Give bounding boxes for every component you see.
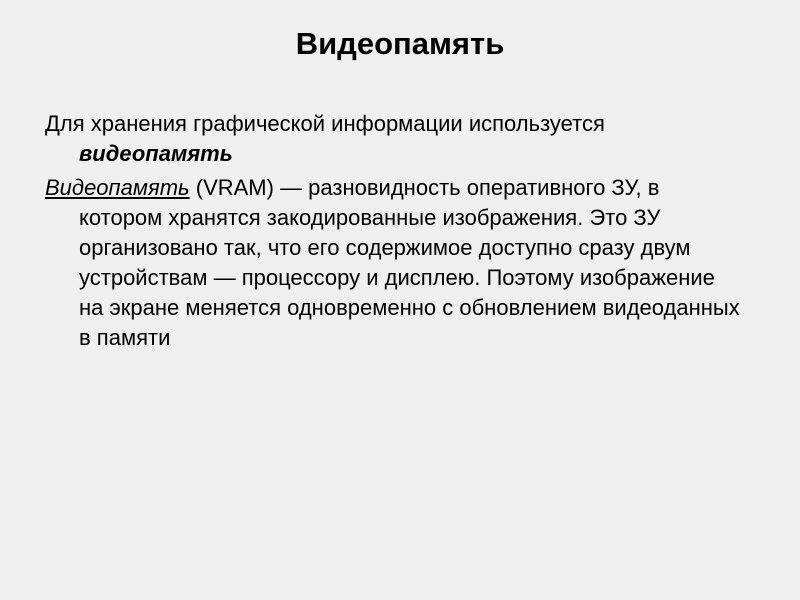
paragraph-storage bbox=[45, 109, 745, 169]
paragraph-definition bbox=[45, 173, 745, 353]
videomemory-emphasis: видеопамять bbox=[79, 141, 233, 166]
videomemory-term-link[interactable]: Видеопамять bbox=[45, 175, 190, 200]
slide-body bbox=[45, 109, 745, 357]
paragraph-definition-text: (VRAM) — разновидность оперативного ЗУ, в котором хранятся закодированные изображения. Это ЗУ организовано так, что его содержимое доступно сразу двум устройствам — процессору и дисплею. Поэтому изображение на экране меняется одновременно с обновлением видеоданных в памяти bbox=[79, 175, 740, 350]
paragraph-storage-text: Для хранения графической информации используется bbox=[45, 111, 605, 136]
slide-title: Видеопамять bbox=[295, 26, 505, 61]
